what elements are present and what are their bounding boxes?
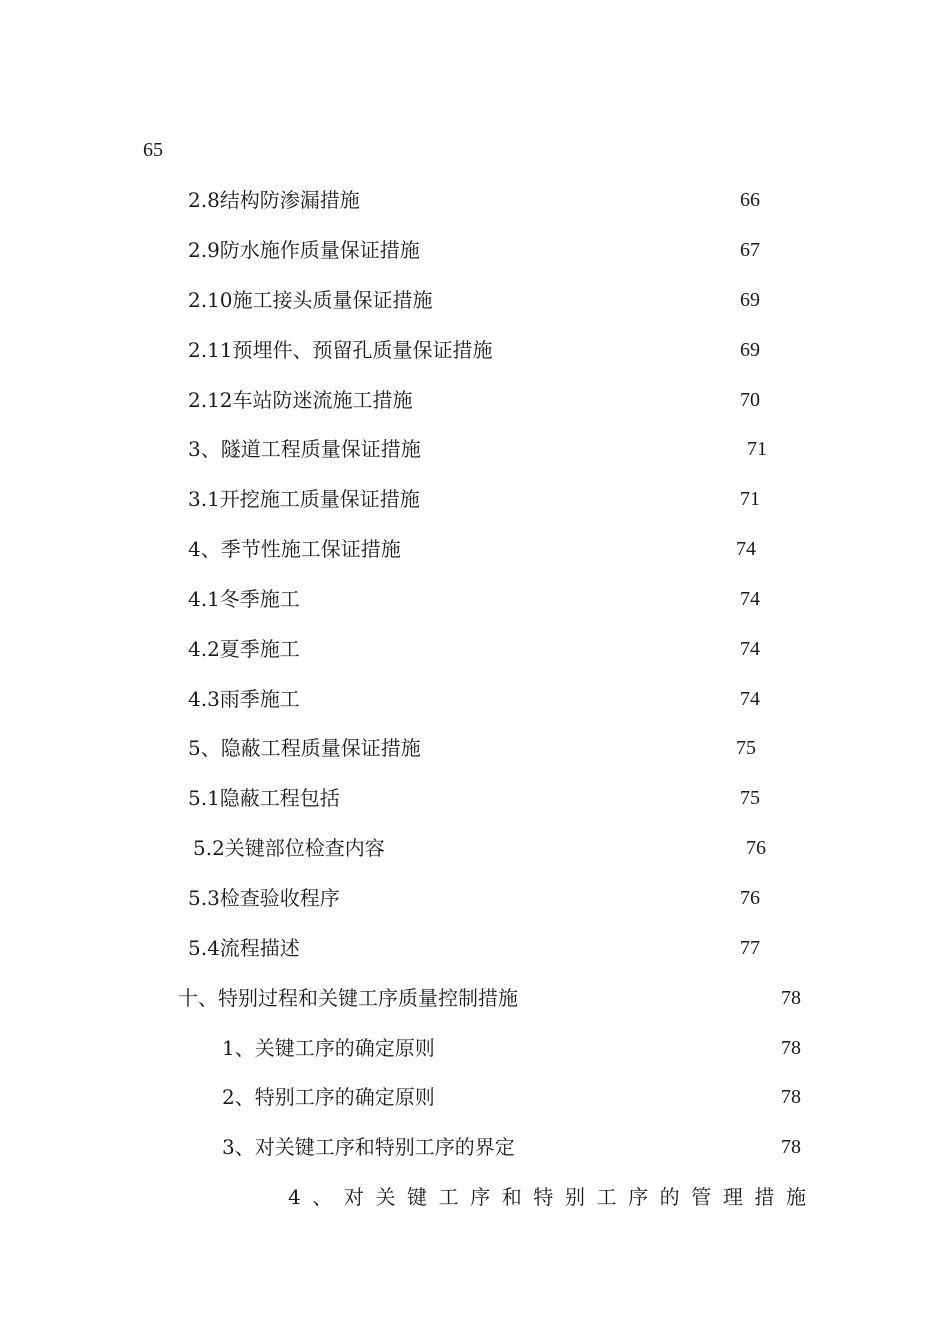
toc-entry-label: 5.2关键部位检查内容 [193,836,385,860]
toc-entry-page: 71 [740,488,760,510]
toc-entry-label: 5、隐蔽工程质量保证措施 [188,736,421,760]
toc-entry-page: 78 [781,1037,801,1059]
justified-glyph: 、 [312,1185,333,1209]
toc-entry-label: 3、对关键工序和特别工序的界定 [222,1135,515,1159]
toc-entry-label: 2.10施工接头质量保证措施 [188,288,433,312]
toc-entry-page: 77 [740,937,760,959]
toc-entry-page: 74 [740,638,760,660]
toc-entry-label: 2.11预埋件、预留孔质量保证措施 [188,338,493,362]
toc-entry-page: 74 [740,588,760,610]
toc-entry-page: 69 [740,339,760,361]
toc-entry-page: 76 [740,887,760,909]
toc-entry-page: 67 [740,239,760,261]
justified-glyph: 序 [628,1185,649,1209]
toc-entry-label: 3.1开挖施工质量保证措施 [188,487,420,511]
toc-entry-page: 71 [747,438,767,460]
toc-entry-label: 5.3检查验收程序 [188,886,340,910]
justified-glyph: 键 [407,1185,428,1209]
toc-entry-page: 74 [736,538,756,560]
toc-entry-page: 74 [740,688,760,710]
toc-entry-label: 2、特别工序的确定原则 [222,1085,435,1109]
justified-glyph: 别 [564,1185,585,1209]
toc-entry-page: 76 [746,837,766,859]
toc-entry-label: 1、关键工序的确定原则 [222,1036,435,1060]
toc-entry-label: 5.1隐蔽工程包括 [188,786,340,810]
justified-glyph: 关 [375,1185,396,1209]
justified-glyph: 特 [533,1185,554,1209]
toc-entry-page: 70 [740,389,760,411]
toc-entry-page: 78 [781,1136,801,1158]
justified-glyph: 4 [288,1185,301,1209]
justified-glyph: 的 [659,1185,680,1209]
justified-glyph: 和 [501,1185,522,1209]
orphan-page-number: 65 [143,139,163,161]
toc-entry-label: 4.1冬季施工 [188,587,300,611]
toc-entry-label: 2.9防水施作质量保证措施 [188,238,420,262]
toc-entry-label: 3、隧道工程质量保证措施 [188,437,421,461]
toc-entry-page: 75 [740,787,760,809]
justified-glyph: 工 [596,1185,617,1209]
toc-entry-justified [288,1185,806,1209]
justified-glyph: 理 [722,1185,743,1209]
justified-glyph: 序 [470,1185,491,1209]
justified-glyph: 工 [438,1185,459,1209]
toc-entry-page: 66 [740,189,760,211]
justified-glyph: 施 [785,1185,806,1209]
toc-entry-page: 78 [781,987,801,1009]
toc-entry-page: 78 [781,1086,801,1108]
toc-entry-label: 2.12车站防迷流施工措施 [188,388,413,412]
toc-entry-label: 5.4流程描述 [188,936,300,960]
toc-entry-label: 4、季节性施工保证措施 [188,537,401,561]
toc-entry-label: 2.8结构防渗漏措施 [188,188,360,212]
toc-entry-page: 69 [740,289,760,311]
toc-entry-label: 4.2夏季施工 [188,637,300,661]
toc-entry-page: 75 [736,737,756,759]
toc-entry-label: 4.3雨季施工 [188,687,300,711]
justified-glyph: 对 [343,1185,364,1209]
justified-glyph: 管 [691,1185,712,1209]
toc-entry-label: 十、特别过程和关键工序质量控制措施 [178,986,518,1010]
justified-glyph: 措 [754,1185,775,1209]
